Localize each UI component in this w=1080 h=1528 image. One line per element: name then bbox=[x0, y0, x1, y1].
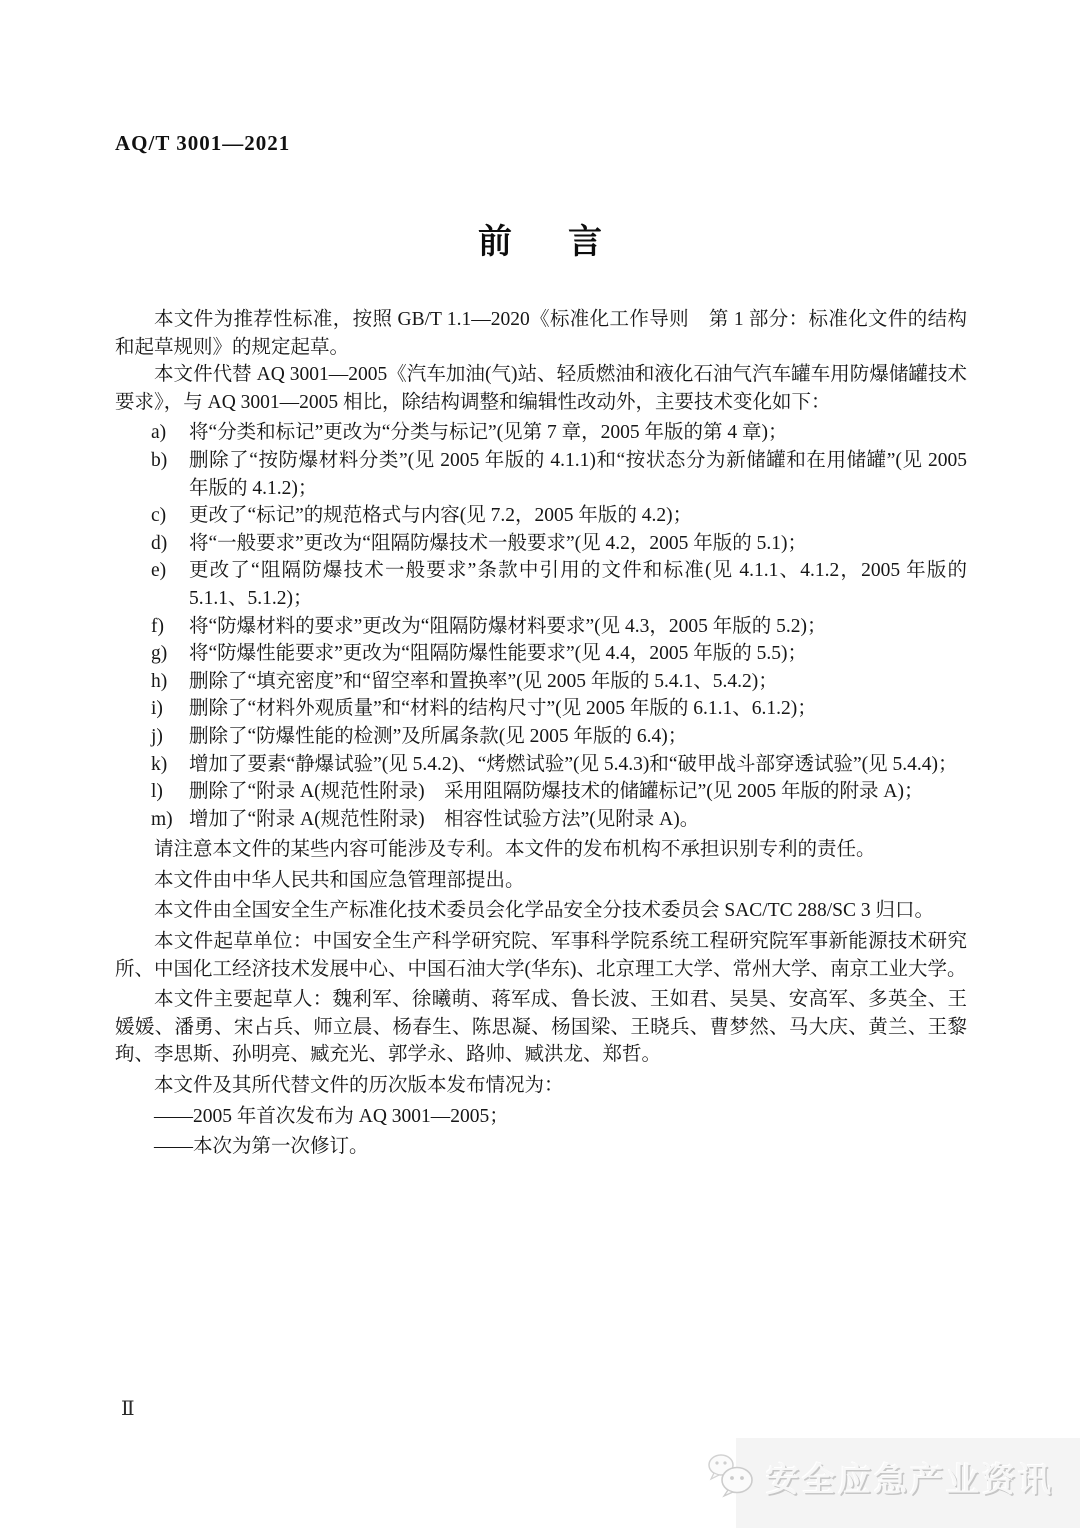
watermark bbox=[706, 1452, 1054, 1503]
change-item bbox=[151, 640, 967, 668]
document-body bbox=[115, 306, 967, 1161]
change-item bbox=[151, 778, 967, 806]
wechat-icon bbox=[706, 1452, 758, 1503]
change-text: 删除了“材料外观质量”和“材料的结构尺寸”(见 2005 年版的 6.1.1、6.1.2)； bbox=[189, 698, 817, 720]
change-label: d) bbox=[151, 532, 168, 554]
drafters: 本文件主要起草人：魏利军、徐曦萌、蒋军成、鲁长波、王如君、吴昊、安高军、多英全、王媛媛、潘勇、宋占兵、师立晨、杨春生、陈思凝、杨国梁、王晓兵、曹梦然、马大庆、黄兰、王黎珣、李思斯、孙明亮、臧充光、郭学永、路帅、臧洪龙、郑哲。 bbox=[115, 989, 967, 1066]
changes-list bbox=[115, 419, 967, 833]
change-label: b) bbox=[151, 449, 168, 471]
change-label: g) bbox=[151, 643, 168, 665]
change-text: 删除了“附录 A(规范性附录) 采用阻隔防爆技术的储罐标记”(见 2005 年版的附录 A)； bbox=[189, 781, 924, 803]
change-label: a) bbox=[151, 422, 167, 444]
page-title bbox=[0, 214, 1080, 263]
change-text: 增加了要素“静爆试验”(见 5.4.2)、“烤燃试验”(见 5.4.3)和“破甲战斗部穿透试验”(见 5.4.4)； bbox=[189, 753, 958, 775]
change-text: 更改了“标记”的规范格式与内容(见 7.2，2005 年版的 4.2)； bbox=[189, 505, 693, 527]
history-intro: 本文件及其所代替文件的历次版本发布情况为： bbox=[154, 1075, 564, 1097]
change-item bbox=[151, 557, 967, 612]
standard-number: AQ/T 3001—2021 bbox=[115, 131, 291, 155]
committee-note: 本文件由全国安全生产标准化技术委员会化学品安全分技术委员会 SAC/TC 288/SC 3 归口。 bbox=[154, 900, 935, 922]
change-item bbox=[151, 502, 967, 530]
change-text: 删除了“按防爆材料分类”(见 2005 年版的 4.1.1)和“按状态分为新储罐和在用储罐”(见 2005 年版的 4.1.2)； bbox=[189, 449, 967, 499]
change-label: l) bbox=[151, 781, 163, 803]
change-item bbox=[151, 447, 967, 502]
change-label: i) bbox=[151, 698, 163, 720]
change-item bbox=[151, 723, 967, 751]
change-label: h) bbox=[151, 670, 168, 692]
change-item bbox=[151, 613, 967, 641]
change-item bbox=[151, 695, 967, 723]
change-text: 更改了“阻隔防爆技术一般要求”条款中引用的文件和标准(见 4.1.1、4.1.2，2005 年版的 5.1.1、5.1.2)； bbox=[189, 560, 967, 609]
proposed-by-note: 本文件由中华人民共和国应急管理部提出。 bbox=[154, 869, 525, 891]
change-item bbox=[151, 751, 967, 779]
change-item bbox=[151, 806, 967, 834]
patent-note: 请注意本文件的某些内容可能涉及专利。本文件的发布机构不承担识别专利的责任。 bbox=[154, 839, 876, 861]
history-item: ——本次为第一次修订。 bbox=[154, 1136, 369, 1158]
change-label: e) bbox=[151, 560, 167, 582]
intro-paragraph: 本文件为推荐性标准，按照 GB/T 1.1—2020《标准化工作导则 第 1 部分：标准化文件的结构和起草规则》的规定起草。 bbox=[115, 309, 967, 358]
change-label: c) bbox=[151, 505, 167, 527]
change-text: 增加了“附录 A(规范性附录) 相容性试验方法”(见附录 A)。 bbox=[189, 808, 700, 830]
change-item bbox=[151, 419, 967, 447]
change-text: 将“一般要求”更改为“阻隔防爆技术一般要求”(见 4.2，2005 年版的 5.1)； bbox=[189, 532, 807, 554]
change-item bbox=[151, 530, 967, 558]
change-text: 将“防爆性能要求”更改为“阻隔防爆性能要求”(见 4.4，2005 年版的 5.5)； bbox=[189, 643, 807, 665]
change-text: 删除了“防爆性能的检测”及所属条款(见 2005 年版的 6.4)； bbox=[189, 725, 688, 747]
change-label: f) bbox=[151, 615, 164, 637]
intro-paragraph: 本文件代替 AQ 3001—2005《汽车加油(气)站、轻质燃油和液化石油气汽车罐车用防爆储罐技术要求》，与 AQ 3001—2005 相比，除结构调整和编辑性改动外，主要技术变化如下： bbox=[115, 364, 967, 413]
drafting-organizations: 本文件起草单位：中国安全生产科学研究院、军事科学院系统工程研究院军事新能源技术研究所、中国化工经济技术发展中心、中国石油大学(华东)、北京理工大学、常州大学、南京工业大学。 bbox=[115, 931, 967, 980]
change-text: 删除了“填充密度”和“留空率和置换率”(见 2005 年版的 5.4.1、5.4.2)； bbox=[189, 670, 778, 692]
change-label: m) bbox=[151, 808, 173, 830]
change-item bbox=[151, 668, 967, 696]
page-number: Ⅱ bbox=[121, 1398, 135, 1420]
watermark-label: 安全应急产业资讯 bbox=[766, 1461, 1054, 1498]
change-text: 将“防爆材料的要求”更改为“阻隔防爆材料要求”(见 4.3，2005 年版的 5.2)； bbox=[189, 615, 827, 637]
change-text: 将“分类和标记”更改为“分类与标记”(见第 7 章，2005 年版的第 4 章)； bbox=[189, 422, 788, 444]
change-label: k) bbox=[151, 753, 168, 775]
history-item: ——2005 年首次发布为 AQ 3001—2005； bbox=[154, 1105, 509, 1127]
change-label: j) bbox=[151, 725, 163, 747]
title-char-2: 言 bbox=[568, 224, 602, 261]
title-char-1: 前 bbox=[478, 224, 512, 261]
